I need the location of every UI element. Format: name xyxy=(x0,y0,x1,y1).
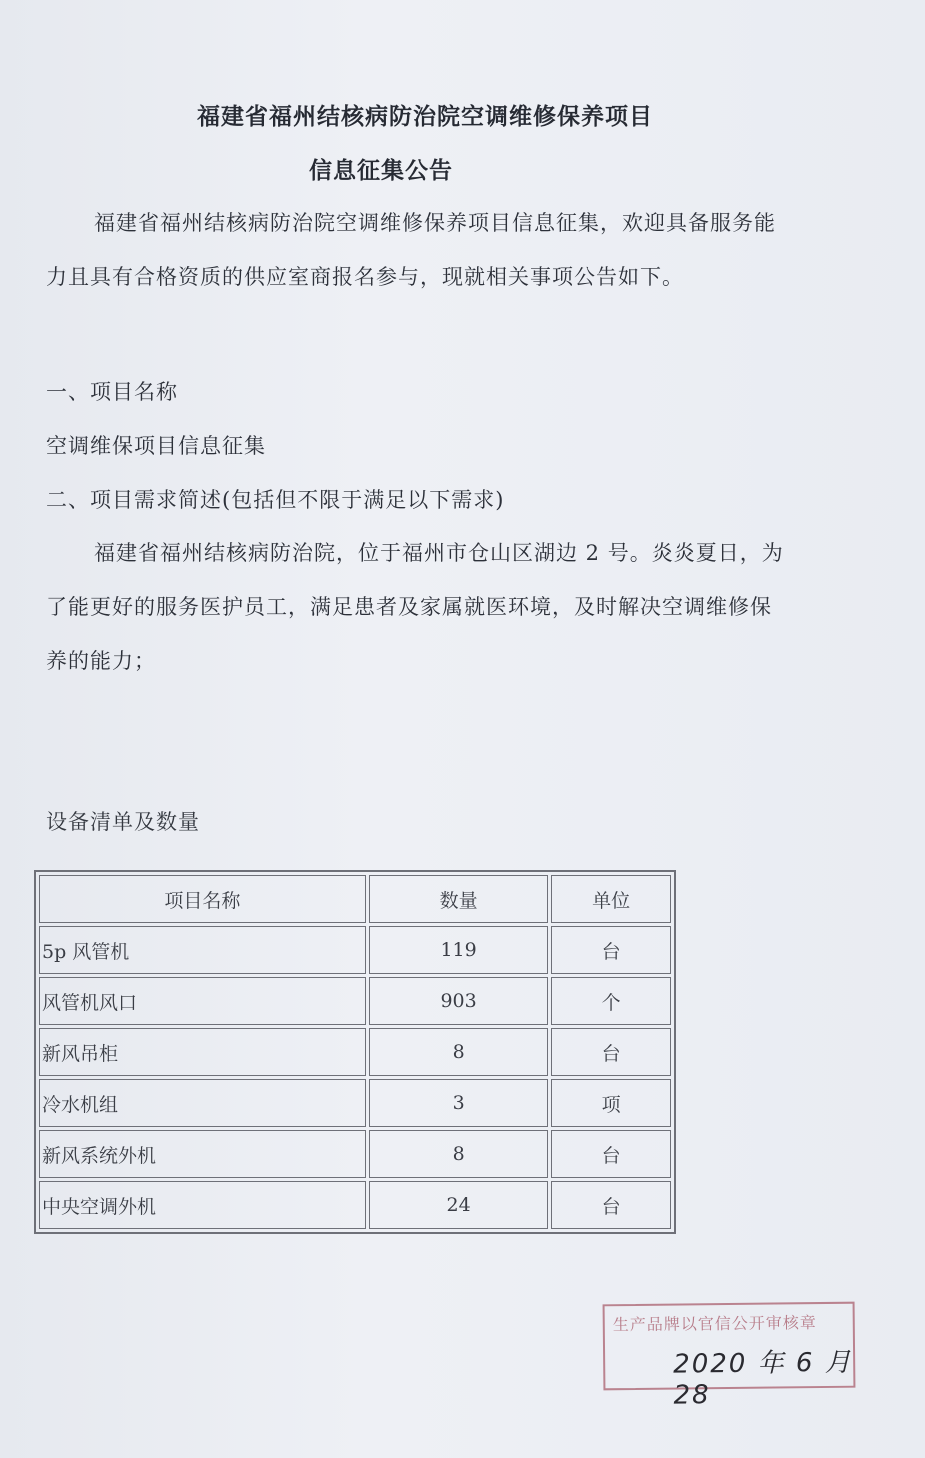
cell-quantity: 903 xyxy=(369,977,548,1025)
cell-unit: 台 xyxy=(551,1130,671,1178)
table-row xyxy=(39,1079,671,1127)
header-quantity: 数量 xyxy=(369,875,548,923)
cell-quantity: 24 xyxy=(369,1181,548,1229)
equipment-table xyxy=(34,870,676,1234)
header-item-name: 项目名称 xyxy=(39,875,366,923)
cell-quantity: 119 xyxy=(369,926,548,974)
table-row xyxy=(39,1130,671,1178)
cell-quantity: 8 xyxy=(369,1130,548,1178)
cell-unit: 台 xyxy=(551,926,671,974)
table-row xyxy=(39,1181,671,1229)
section1-body: 空调维保项目信息征集 xyxy=(46,434,266,458)
handwritten-date: 2020 年 6 月 28 xyxy=(673,1347,853,1411)
cell-quantity: 8 xyxy=(369,1028,548,1076)
stamp-text: 生产品牌以官信公开审核章 xyxy=(612,1313,817,1335)
cell-item-name: 新风系统外机 xyxy=(39,1130,366,1178)
cell-item-name: 中央空调外机 xyxy=(39,1181,366,1229)
document-title: 福建省福州结核病防治院空调维修保养项目 xyxy=(197,103,653,130)
table-header-row xyxy=(39,875,671,923)
table-row xyxy=(39,1028,671,1076)
cell-item-name: 风管机风口 xyxy=(39,977,366,1025)
cell-item-name: 冷水机组 xyxy=(39,1079,366,1127)
intro-paragraph: 福建省福州结核病防治院空调维修保养项目信息征集，欢迎具备服务能力且具有合格资质的供应室商报名参与，现就相关事项公告如下。 xyxy=(46,211,776,289)
document-subtitle: 信息征集公告 xyxy=(309,157,453,184)
approval-stamp xyxy=(603,1302,856,1411)
section2-heading: 二、项目需求简述(包括但不限于满足以下需求) xyxy=(46,488,505,512)
cell-item-name: 新风吊柜 xyxy=(39,1028,366,1076)
section1-heading: 一、项目名称 xyxy=(46,380,178,404)
cell-quantity: 3 xyxy=(369,1079,548,1127)
equipment-heading: 设备清单及数量 xyxy=(46,810,200,834)
cell-unit: 项 xyxy=(551,1079,671,1127)
cell-item-name: 5p 风管机 xyxy=(39,926,366,974)
table-row xyxy=(39,977,671,1025)
cell-unit: 台 xyxy=(551,1028,671,1076)
header-unit: 单位 xyxy=(551,875,671,923)
cell-unit: 台 xyxy=(551,1181,671,1229)
cell-unit: 个 xyxy=(551,977,671,1025)
section2-body: 福建省福州结核病防治院，位于福州市仓山区湖边 2 号。炎炎夏日，为了能更好的服务医护员工，满足患者及家属就医环境，及时解决空调维修保养的能力； xyxy=(46,541,784,673)
table-row xyxy=(39,926,671,974)
